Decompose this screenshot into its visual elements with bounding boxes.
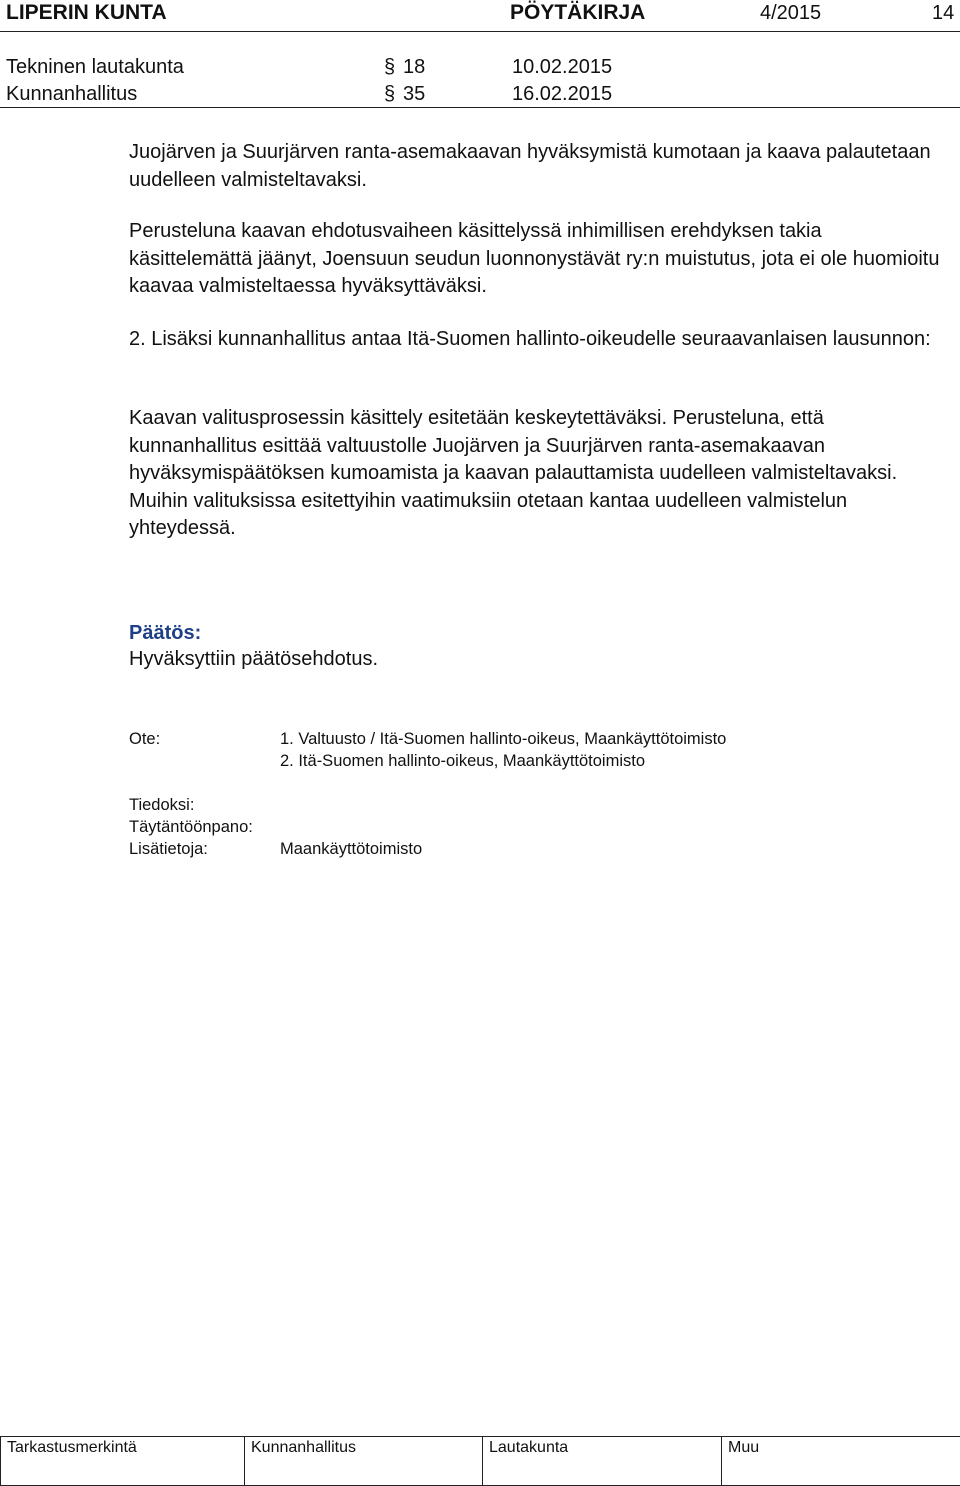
meeting-body: Kunnanhallitus	[6, 83, 138, 105]
meeting-date: 16.02.2015	[512, 83, 613, 105]
lisatietoja-value: Maankäyttötoimisto	[280, 840, 423, 858]
meeting-date: 10.02.2015	[512, 56, 613, 78]
footer-cell-tarkastusmerkinta: Tarkastusmerkintä	[0, 1437, 245, 1485]
document-type: PÖYTÄKIRJA	[510, 1, 646, 24]
decision-label: Päätös:	[129, 622, 202, 644]
section-symbol-icon: §	[384, 56, 396, 78]
footer-cell-kunnanhallitus: Kunnanhallitus	[245, 1437, 483, 1485]
decision-text: Hyväksyttiin päätösehdotus.	[129, 648, 379, 670]
footer-cell-muu: Muu	[728, 1439, 760, 1456]
organization-name: LIPERIN KUNTA	[6, 1, 167, 24]
ote-label: Ote:	[129, 730, 161, 748]
taytantoonpano-label: Täytäntöönpano:	[129, 818, 253, 836]
lisatietoja-label: Lisätietoja:	[129, 840, 208, 858]
page-number: 14	[932, 2, 955, 24]
issue-number: 4/2015	[760, 2, 822, 24]
ote-item: 2. Itä-Suomen hallinto-oikeus, Maankäyttötoimisto	[280, 752, 646, 770]
meeting-body: Tekninen lautakunta	[6, 56, 184, 78]
paragraph-proposal: Juojärven ja Suurjärven ranta-asemakaavan hyväksymistä kumotaan ja kaava palautetaan uudelleen valmisteltavaksi.	[129, 141, 931, 191]
section-symbol-icon: §	[384, 83, 396, 105]
section-number: 18	[403, 56, 426, 78]
footer-cell-lautakunta: Lautakunta	[483, 1437, 722, 1485]
paragraph-statement-intro: 2. Lisäksi kunnanhallitus antaa Itä-Suomen hallinto-oikeudelle seuraavanlaisen lausunnon:	[129, 328, 931, 350]
paragraph-statement: Kaavan valitusprosessin käsittely esitetään keskeytettäväksi. Perusteluna, että kunnanhallitus esittää valtuustolle Juojärven ja Suurjärven ranta-asemakaavan hyväksymispäätöksen kumoamista ja kaavan palauttamista uudelleen valmisteltavaksi. Muihin valituksissa esitettyihin vaatimuksiin otetaan kantaa uudelleen valmistelun yhteydessä.	[129, 407, 898, 539]
ote-item: 1. Valtuusto / Itä-Suomen hallinto-oikeus, Maankäyttötoimisto	[280, 730, 727, 748]
footer-table	[0, 1436, 960, 1486]
meeting-rule	[0, 107, 960, 108]
section-number: 35	[403, 83, 426, 105]
paragraph-justification: Perusteluna kaavan ehdotusvaiheen käsittelyssä inhimillisen erehdyksen takia käsittelemättä jäänyt, Joensuun seudun luonnonystävät ry:n muistutus, jota ei ole huomioitu kaavaa valmisteltaessa hyväksyttäväksi.	[129, 220, 940, 297]
tiedoksi-label: Tiedoksi:	[129, 796, 195, 814]
header-rule	[0, 31, 960, 32]
